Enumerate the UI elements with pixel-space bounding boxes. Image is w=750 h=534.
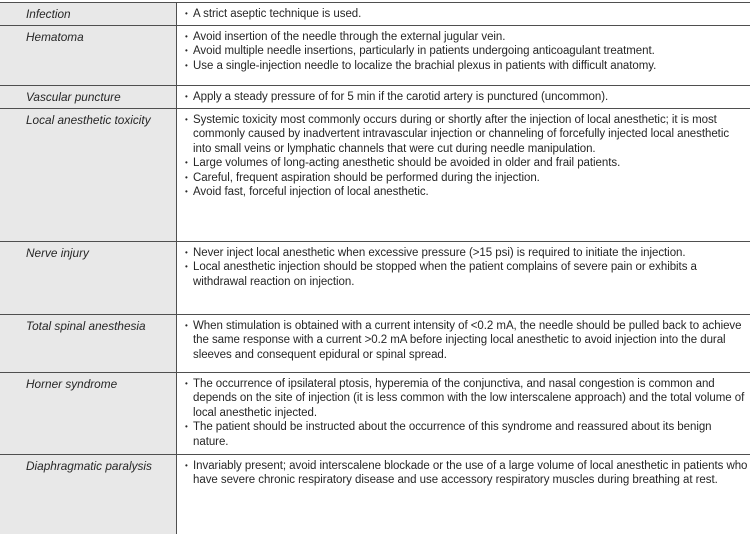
bullet-icon: • [185, 91, 188, 101]
bullet-icon: • [185, 31, 188, 41]
complication-details [177, 26, 750, 85]
bullet-text: Careful, frequent aspiration should be performed during the injection. [193, 171, 540, 184]
bullet-item [185, 171, 748, 186]
table-row [0, 455, 750, 534]
table-row [0, 109, 750, 242]
complication-details [177, 86, 750, 108]
bullet-item [185, 59, 748, 74]
bullet-text: Avoid fast, forceful injection of local anesthetic. [193, 186, 429, 198]
bullet-text: When stimulation is obtained with a current intensity of <0.2 mA, the needle should be pulled back to achieve the same response with a current >0.2 mA before injecting local anesthetic to avoid injection into the dural sleeves and consequent epidural or spinal spread. [193, 319, 742, 361]
table-row [0, 26, 750, 86]
bullet-item [185, 377, 748, 421]
complication-label: Diaphragmatic paralysis [0, 455, 177, 534]
bullet-text: Use a single-injection needle to localize the brachial plexus in patients with difficult anatomy. [193, 59, 657, 72]
bullet-text: Systemic toxicity most commonly occurs during or shortly after the injection of local anesthetic; it is most commonly caused by inadvertent intravascular injection or channeling of forcefully injected local anesthetic into small veins or lymphatic channels that were cut during needle manipulation. [193, 113, 730, 155]
bullet-icon: • [185, 320, 188, 330]
bullet-icon: • [185, 187, 188, 196]
bullet-text: Avoid insertion of the needle through the external jugular vein. [193, 30, 506, 43]
bullet-item [185, 7, 748, 22]
bullet-item [185, 44, 748, 59]
bullet-icon: • [185, 262, 188, 271]
complication-details [177, 242, 750, 314]
bullet-item [185, 30, 748, 45]
bullet-text: Local anesthetic injection should be stopped when the patient complains of severe pain or exhibits a withdrawal reaction on injection. [193, 261, 697, 288]
bullet-item [185, 459, 748, 488]
table-row [0, 315, 750, 373]
complication-details [177, 3, 750, 25]
complication-label: Infection [0, 3, 177, 25]
bullet-icon: • [185, 460, 188, 470]
bullet-item [185, 113, 748, 157]
bullet-icon: • [185, 114, 188, 124]
complication-label: Vascular puncture [0, 86, 177, 108]
bullet-text: Avoid multiple needle insertions, particularly in patients undergoing anticoagulant treatment. [193, 45, 655, 57]
bullet-icon: • [185, 422, 188, 431]
complication-details [177, 315, 750, 372]
complications-table [0, 2, 750, 534]
table-row [0, 242, 750, 315]
complication-label: Hematoma [0, 26, 177, 85]
bullet-icon: • [185, 247, 188, 257]
bullet-item [185, 246, 748, 261]
complication-label: Local anesthetic toxicity [0, 109, 177, 241]
bullet-text: The patient should be instructed about the occurrence of this syndrome and reassured about its benign nature. [193, 421, 712, 448]
table-row [0, 3, 750, 26]
bullet-item [185, 185, 748, 200]
bullet-text: Apply a steady pressure of for 5 min if the carotid artery is punctured (uncommon). [193, 90, 609, 103]
table-row [0, 373, 750, 455]
bullet-text: The occurrence of ipsilateral ptosis, hyperemia of the conjunctiva, and nasal congestion is common and depends on the site of injection (it is less common with the low interscalene approach) and the total volume of local anesthetic injected. [193, 377, 745, 419]
bullet-item [185, 319, 748, 363]
bullet-icon: • [185, 158, 188, 167]
bullet-item [185, 156, 748, 171]
complication-label: Nerve injury [0, 242, 177, 314]
table-row [0, 86, 750, 109]
bullet-item [185, 90, 748, 105]
bullet-text: A strict aseptic technique is used. [193, 7, 362, 20]
bullet-icon: • [185, 8, 188, 18]
complication-label: Horner syndrome [0, 373, 177, 454]
complication-details [177, 455, 750, 534]
complication-details [177, 109, 750, 241]
complication-label: Total spinal anesthesia [0, 315, 177, 372]
bullet-text: Large volumes of long-acting anesthetic should be avoided in older and frail patients. [193, 157, 621, 169]
bullet-icon: • [185, 46, 188, 55]
complication-details [177, 373, 750, 454]
bullet-item [185, 420, 748, 449]
bullet-icon: • [185, 172, 188, 182]
bullet-text: Never inject local anesthetic when excessive pressure (>15 psi) is required to initiate the injection. [193, 246, 686, 259]
bullet-icon: • [185, 60, 188, 70]
bullet-item [185, 260, 748, 289]
bullet-icon: • [185, 378, 188, 388]
bullet-text: Invariably present; avoid interscalene blockade or the use of a large volume of local anesthetic in patients who have severe chronic respiratory disease and use accessory respiratory muscles during breathing at rest. [193, 459, 748, 486]
